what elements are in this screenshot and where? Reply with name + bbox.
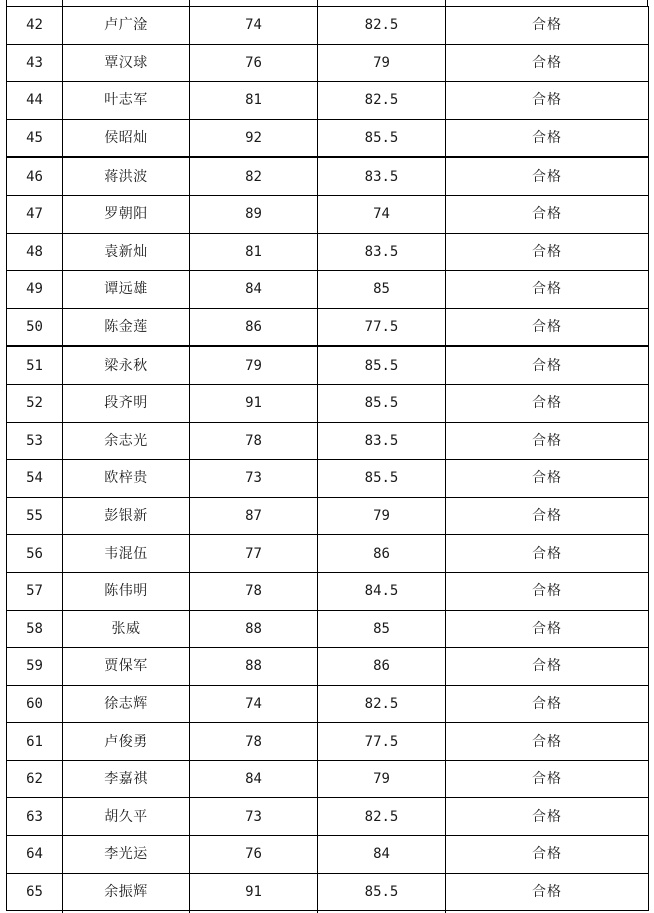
score-2-cell: 82.5 — [318, 7, 446, 45]
table-row — [7, 271, 649, 309]
table-row — [7, 233, 649, 271]
result-cell: 合格 — [446, 460, 649, 498]
table-row — [7, 308, 649, 346]
name-cell: 陈金莲 — [63, 308, 190, 346]
score-2-cell: 82.5 — [318, 685, 446, 723]
result-cell: 合格 — [446, 308, 649, 346]
score-1-cell: 73 — [190, 798, 318, 836]
score-1-cell: 74 — [190, 7, 318, 45]
name-cell: 侯昭灿 — [63, 119, 190, 157]
table-bottom-edge — [317, 907, 318, 913]
name-cell: 覃汉球 — [63, 44, 190, 82]
table-row — [7, 836, 649, 874]
table-row — [7, 535, 649, 573]
name-cell: 贾保军 — [63, 648, 190, 686]
result-cell: 合格 — [446, 497, 649, 535]
result-cell: 合格 — [446, 760, 649, 798]
score-1-cell: 78 — [190, 723, 318, 761]
table-row — [7, 610, 649, 648]
name-cell: 李嘉祺 — [63, 760, 190, 798]
result-cell: 合格 — [446, 648, 649, 686]
name-cell: 余志光 — [63, 422, 190, 460]
table-row — [7, 648, 649, 686]
table-row — [7, 723, 649, 761]
result-cell: 合格 — [446, 195, 649, 233]
table-row — [7, 157, 649, 195]
score-2-cell: 83.5 — [318, 233, 446, 271]
name-cell: 欧梓贵 — [63, 460, 190, 498]
name-cell: 胡久平 — [63, 798, 190, 836]
row-number-cell: 51 — [7, 346, 63, 384]
score-2-cell: 85.5 — [318, 460, 446, 498]
score-1-cell: 91 — [190, 384, 318, 422]
table-row — [7, 873, 649, 911]
result-cell: 合格 — [446, 119, 649, 157]
table-body — [7, 7, 649, 911]
name-cell: 韦混伍 — [63, 535, 190, 573]
score-2-cell: 85.5 — [318, 119, 446, 157]
result-cell: 合格 — [446, 157, 649, 195]
score-1-cell: 84 — [190, 760, 318, 798]
table-bottom-edge — [445, 907, 446, 913]
score-1-cell: 78 — [190, 572, 318, 610]
score-2-cell: 85 — [318, 610, 446, 648]
result-cell: 合格 — [446, 271, 649, 309]
score-1-cell: 84 — [190, 271, 318, 309]
score-1-cell: 87 — [190, 497, 318, 535]
score-1-cell: 76 — [190, 836, 318, 874]
score-2-cell: 82.5 — [318, 82, 446, 120]
result-cell: 合格 — [446, 233, 649, 271]
result-cell: 合格 — [446, 384, 649, 422]
table-row — [7, 497, 649, 535]
row-number-cell: 45 — [7, 119, 63, 157]
score-2-cell: 84 — [318, 836, 446, 874]
row-number-cell: 60 — [7, 685, 63, 723]
row-number-cell: 46 — [7, 157, 63, 195]
row-number-cell: 50 — [7, 308, 63, 346]
row-number-cell: 56 — [7, 535, 63, 573]
score-2-cell: 83.5 — [318, 157, 446, 195]
row-number-cell: 57 — [7, 572, 63, 610]
result-cell: 合格 — [446, 7, 649, 45]
row-number-cell: 62 — [7, 760, 63, 798]
table-row — [7, 119, 649, 157]
score-2-cell: 77.5 — [318, 308, 446, 346]
result-cell: 合格 — [446, 535, 649, 573]
name-cell: 卢广淦 — [63, 7, 190, 45]
result-cell: 合格 — [446, 723, 649, 761]
name-cell: 李光运 — [63, 836, 190, 874]
row-number-cell: 52 — [7, 384, 63, 422]
row-number-cell: 65 — [7, 873, 63, 911]
score-2-cell: 77.5 — [318, 723, 446, 761]
score-1-cell: 79 — [190, 346, 318, 384]
score-2-cell: 85.5 — [318, 346, 446, 384]
name-cell: 梁永秋 — [63, 346, 190, 384]
table-bottom-edge — [62, 907, 63, 913]
result-cell: 合格 — [446, 346, 649, 384]
row-number-cell: 53 — [7, 422, 63, 460]
score-2-cell: 84.5 — [318, 572, 446, 610]
score-1-cell: 78 — [190, 422, 318, 460]
row-number-cell: 48 — [7, 233, 63, 271]
name-cell: 蒋洪波 — [63, 157, 190, 195]
score-2-cell: 86 — [318, 648, 446, 686]
score-1-cell: 89 — [190, 195, 318, 233]
table-row — [7, 422, 649, 460]
table-row — [7, 798, 649, 836]
name-cell: 彭银新 — [63, 497, 190, 535]
result-cell: 合格 — [446, 798, 649, 836]
row-number-cell: 44 — [7, 82, 63, 120]
score-1-cell: 81 — [190, 233, 318, 271]
score-2-cell: 86 — [318, 535, 446, 573]
table-row — [7, 44, 649, 82]
name-cell: 袁新灿 — [63, 233, 190, 271]
table-row — [7, 572, 649, 610]
score-2-cell: 79 — [318, 760, 446, 798]
result-cell: 合格 — [446, 610, 649, 648]
name-cell: 叶志军 — [63, 82, 190, 120]
table-row — [7, 7, 649, 45]
score-1-cell: 74 — [190, 685, 318, 723]
result-cell: 合格 — [446, 422, 649, 460]
score-1-cell: 82 — [190, 157, 318, 195]
row-number-cell: 55 — [7, 497, 63, 535]
name-cell: 余振辉 — [63, 873, 190, 911]
score-2-cell: 83.5 — [318, 422, 446, 460]
score-1-cell: 88 — [190, 648, 318, 686]
result-cell: 合格 — [446, 685, 649, 723]
result-cell: 合格 — [446, 873, 649, 911]
row-number-cell: 54 — [7, 460, 63, 498]
result-cell: 合格 — [446, 572, 649, 610]
score-2-cell: 85 — [318, 271, 446, 309]
score-2-cell: 74 — [318, 195, 446, 233]
score-1-cell: 91 — [190, 873, 318, 911]
score-2-cell: 79 — [318, 44, 446, 82]
score-2-cell: 82.5 — [318, 798, 446, 836]
row-number-cell: 63 — [7, 798, 63, 836]
table-row — [7, 384, 649, 422]
score-1-cell: 88 — [190, 610, 318, 648]
name-cell: 段齐明 — [63, 384, 190, 422]
result-cell: 合格 — [446, 836, 649, 874]
score-1-cell: 81 — [190, 82, 318, 120]
row-number-cell: 58 — [7, 610, 63, 648]
score-1-cell: 86 — [190, 308, 318, 346]
result-cell: 合格 — [446, 82, 649, 120]
name-cell: 谭远雄 — [63, 271, 190, 309]
table-row — [7, 760, 649, 798]
row-number-cell: 59 — [7, 648, 63, 686]
name-cell: 张威 — [63, 610, 190, 648]
name-cell: 徐志辉 — [63, 685, 190, 723]
table-row — [7, 685, 649, 723]
row-number-cell: 47 — [7, 195, 63, 233]
score-table — [6, 6, 649, 911]
score-1-cell: 73 — [190, 460, 318, 498]
score-1-cell: 76 — [190, 44, 318, 82]
row-number-cell: 61 — [7, 723, 63, 761]
score-2-cell: 79 — [318, 497, 446, 535]
score-1-cell: 92 — [190, 119, 318, 157]
score-2-cell: 85.5 — [318, 873, 446, 911]
name-cell: 卢俊勇 — [63, 723, 190, 761]
row-number-cell: 49 — [7, 271, 63, 309]
name-cell: 陈伟明 — [63, 572, 190, 610]
score-1-cell: 77 — [190, 535, 318, 573]
table-row — [7, 460, 649, 498]
score-2-cell: 85.5 — [318, 384, 446, 422]
row-number-cell: 42 — [7, 7, 63, 45]
table-row — [7, 82, 649, 120]
row-number-cell: 64 — [7, 836, 63, 874]
table-row — [7, 346, 649, 384]
row-number-cell: 43 — [7, 44, 63, 82]
table-bottom-edge — [189, 907, 190, 913]
table-row — [7, 195, 649, 233]
name-cell: 罗朝阳 — [63, 195, 190, 233]
result-cell: 合格 — [446, 44, 649, 82]
